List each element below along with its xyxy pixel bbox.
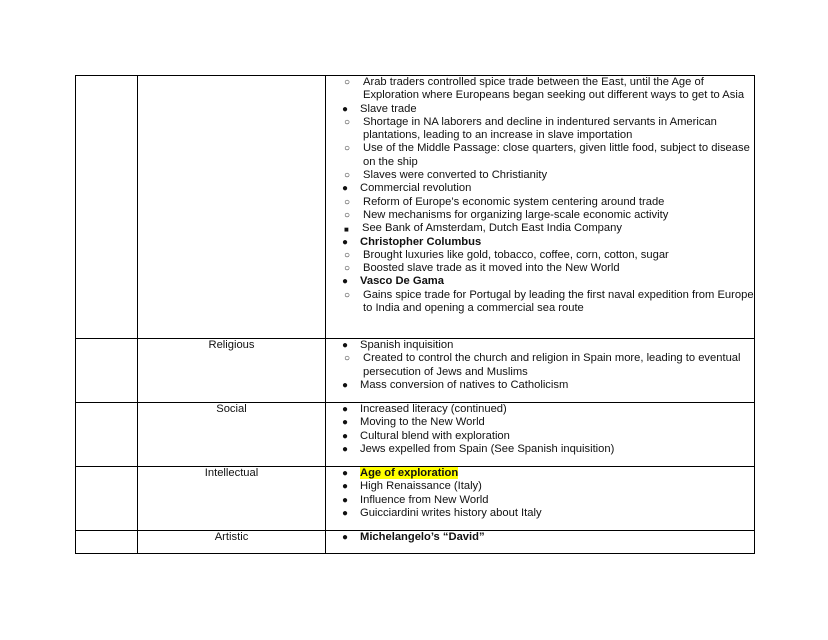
bullet-list: [292, 196, 754, 209]
table-row: [76, 467, 755, 531]
bullet-list: [326, 103, 754, 116]
list-item-text: Reform of Europe’s economic system centering around trade: [363, 195, 665, 208]
notes-table-body: [76, 76, 755, 554]
list-item-text: Spanish inquisition: [360, 339, 454, 351]
list-item-text: See Bank of Amsterdam, Dutch East India Company: [362, 222, 622, 235]
list-item-text: Influence from New World: [360, 493, 489, 506]
bullet-list: [326, 443, 754, 456]
table-row: [76, 531, 755, 554]
bullet-list: [326, 275, 754, 288]
list-item: [292, 76, 754, 103]
list-item-text: Cultural blend with exploration: [360, 429, 510, 442]
list-item: [292, 196, 754, 209]
list-item: [326, 467, 754, 480]
list-item-text: High Renaissance (Italy): [360, 480, 482, 493]
list-item-text: Boosted slave trade as it moved into the New World: [363, 262, 620, 275]
list-item: [292, 209, 754, 222]
list-item: [292, 249, 754, 262]
category-cell: Intellectual: [138, 467, 326, 531]
notes-table: [75, 75, 755, 554]
bullet-disc-icon: ●: [342, 236, 349, 248]
bullet-list: [292, 262, 754, 275]
bullet-circle-icon: ○: [344, 209, 351, 221]
bullet-circle-icon: ○: [344, 196, 351, 208]
bullet-circle-icon: ○: [344, 116, 351, 128]
bullet-disc-icon: ●: [342, 340, 349, 351]
list-item-text: Use of the Middle Passage: close quarters, given little food, subject to disease on the ship: [363, 142, 750, 168]
list-item-text: Brought luxuries like gold, tobacco, coffee, corn, cotton, sugar: [363, 248, 669, 261]
bullet-list: [255, 222, 754, 235]
list-item: [255, 222, 754, 235]
bullet-list: [326, 507, 754, 520]
list-item-text: Michelangelo’s “David”: [360, 531, 485, 543]
list-item: [326, 416, 754, 429]
list-item-text: Shortage in NA laborers and decline in indentured servants in American plantations, leading to an increase in slave importation: [363, 115, 717, 142]
list-item: [326, 507, 754, 520]
list-item: [292, 262, 754, 275]
list-item-text: Vasco De Gama: [360, 275, 444, 288]
bullet-disc-icon: ●: [342, 443, 349, 455]
content-cell: [326, 76, 755, 339]
category-cell: Artistic: [138, 531, 326, 554]
blank-cell: [76, 467, 138, 531]
content-cell: [326, 531, 755, 554]
bullet-list: [326, 339, 754, 352]
bullet-disc-icon: ●: [342, 417, 349, 429]
bullet-list: [292, 352, 754, 379]
bullet-list: [326, 480, 754, 493]
bullet-circle-icon: ○: [344, 143, 351, 155]
table-row: [76, 403, 755, 467]
bullet-list: [292, 142, 754, 169]
bullet-disc-icon: ●: [342, 103, 349, 115]
bullet-disc-icon: ●: [342, 468, 349, 479]
bullet-disc-icon: ●: [342, 430, 349, 442]
list-item-text: Christopher Columbus: [360, 235, 482, 248]
bullet-disc-icon: ●: [342, 404, 349, 415]
list-item: [326, 480, 754, 493]
content-cell: [326, 339, 755, 403]
list-item: [326, 430, 754, 443]
list-item: [326, 182, 754, 195]
list-item-text: Slave trade: [360, 102, 417, 115]
bullet-list: [326, 182, 754, 195]
list-item: [292, 169, 754, 182]
bullet-list: [326, 531, 754, 544]
list-item-text: Mass conversion of natives to Catholicism: [360, 378, 569, 391]
list-item: [326, 403, 754, 416]
bullet-circle-icon: ○: [344, 289, 351, 301]
bullet-disc-icon: ●: [342, 507, 349, 519]
bullet-list: [292, 169, 754, 182]
bullet-list: [326, 236, 754, 249]
bullet-circle-icon: ○: [344, 353, 351, 365]
bullet-circle-icon: ○: [344, 263, 351, 275]
list-item-text: New mechanisms for organizing large-scale economic activity: [363, 208, 669, 221]
list-item-text: Slaves were converted to Christianity: [363, 169, 548, 182]
category-cell: Religious: [138, 339, 326, 403]
category-cell: Social: [138, 403, 326, 467]
bullet-list: [292, 209, 754, 222]
list-item-text: Moving to the New World: [360, 416, 485, 429]
bullet-list: [292, 289, 754, 316]
blank-cell: [76, 403, 138, 467]
list-item-text: Guicciardini writes history about Italy: [360, 506, 542, 519]
list-item-text: Age of exploration: [360, 467, 459, 479]
list-item: [326, 103, 754, 116]
list-item-text: Created to control the church and religion in Spain more, leading to eventual persecution of Jews and Muslims: [363, 352, 741, 378]
list-item: [326, 379, 754, 392]
bullet-circle-icon: ○: [344, 249, 351, 261]
bullet-square-icon: ■: [344, 225, 349, 235]
bullet-list: [326, 416, 754, 429]
list-item: [292, 352, 754, 379]
list-item: [326, 339, 754, 352]
content-cell: [326, 467, 755, 531]
list-item: [326, 531, 754, 544]
list-item: [292, 289, 754, 316]
bullet-list: [326, 467, 754, 480]
bullet-list: [326, 494, 754, 507]
bullet-disc-icon: ●: [342, 276, 349, 288]
list-item-text: Commercial revolution: [360, 182, 472, 195]
list-item: [326, 236, 754, 249]
bullet-disc-icon: ●: [342, 532, 349, 543]
table-row: [76, 76, 755, 339]
bullet-list: [326, 430, 754, 443]
bullet-circle-icon: ○: [344, 77, 351, 88]
bullet-disc-icon: ●: [342, 379, 349, 391]
bullet-list: [292, 249, 754, 262]
list-item: [292, 116, 754, 143]
bullet-circle-icon: ○: [344, 170, 351, 182]
bullet-list: [292, 76, 754, 103]
list-item-text: Gains spice trade for Portugal by leading the first naval expedition from Europe to India and opening a commercial sea route: [363, 288, 754, 315]
list-item-text: Increased literacy (continued): [360, 403, 507, 415]
blank-cell: [76, 339, 138, 403]
list-item: [326, 494, 754, 507]
list-item: [326, 443, 754, 456]
table-row: [76, 339, 755, 403]
list-item-text: Arab traders controlled spice trade between the East, until the Age of Exploration where Europeans began seeking out different ways to get to Asia: [363, 76, 745, 102]
list-item: [292, 142, 754, 169]
list-item: [326, 275, 754, 288]
bullet-list: [326, 403, 754, 416]
list-item-text: Jews expelled from Spain (See Spanish inquisition): [360, 442, 615, 455]
bullet-disc-icon: ●: [342, 481, 349, 493]
bullet-list: [292, 116, 754, 143]
bullet-disc-icon: ●: [342, 494, 349, 506]
bullet-disc-icon: ●: [342, 183, 349, 195]
blank-cell: [76, 76, 138, 339]
blank-cell: [76, 531, 138, 554]
bullet-list: [326, 379, 754, 392]
content-cell: [326, 403, 755, 467]
